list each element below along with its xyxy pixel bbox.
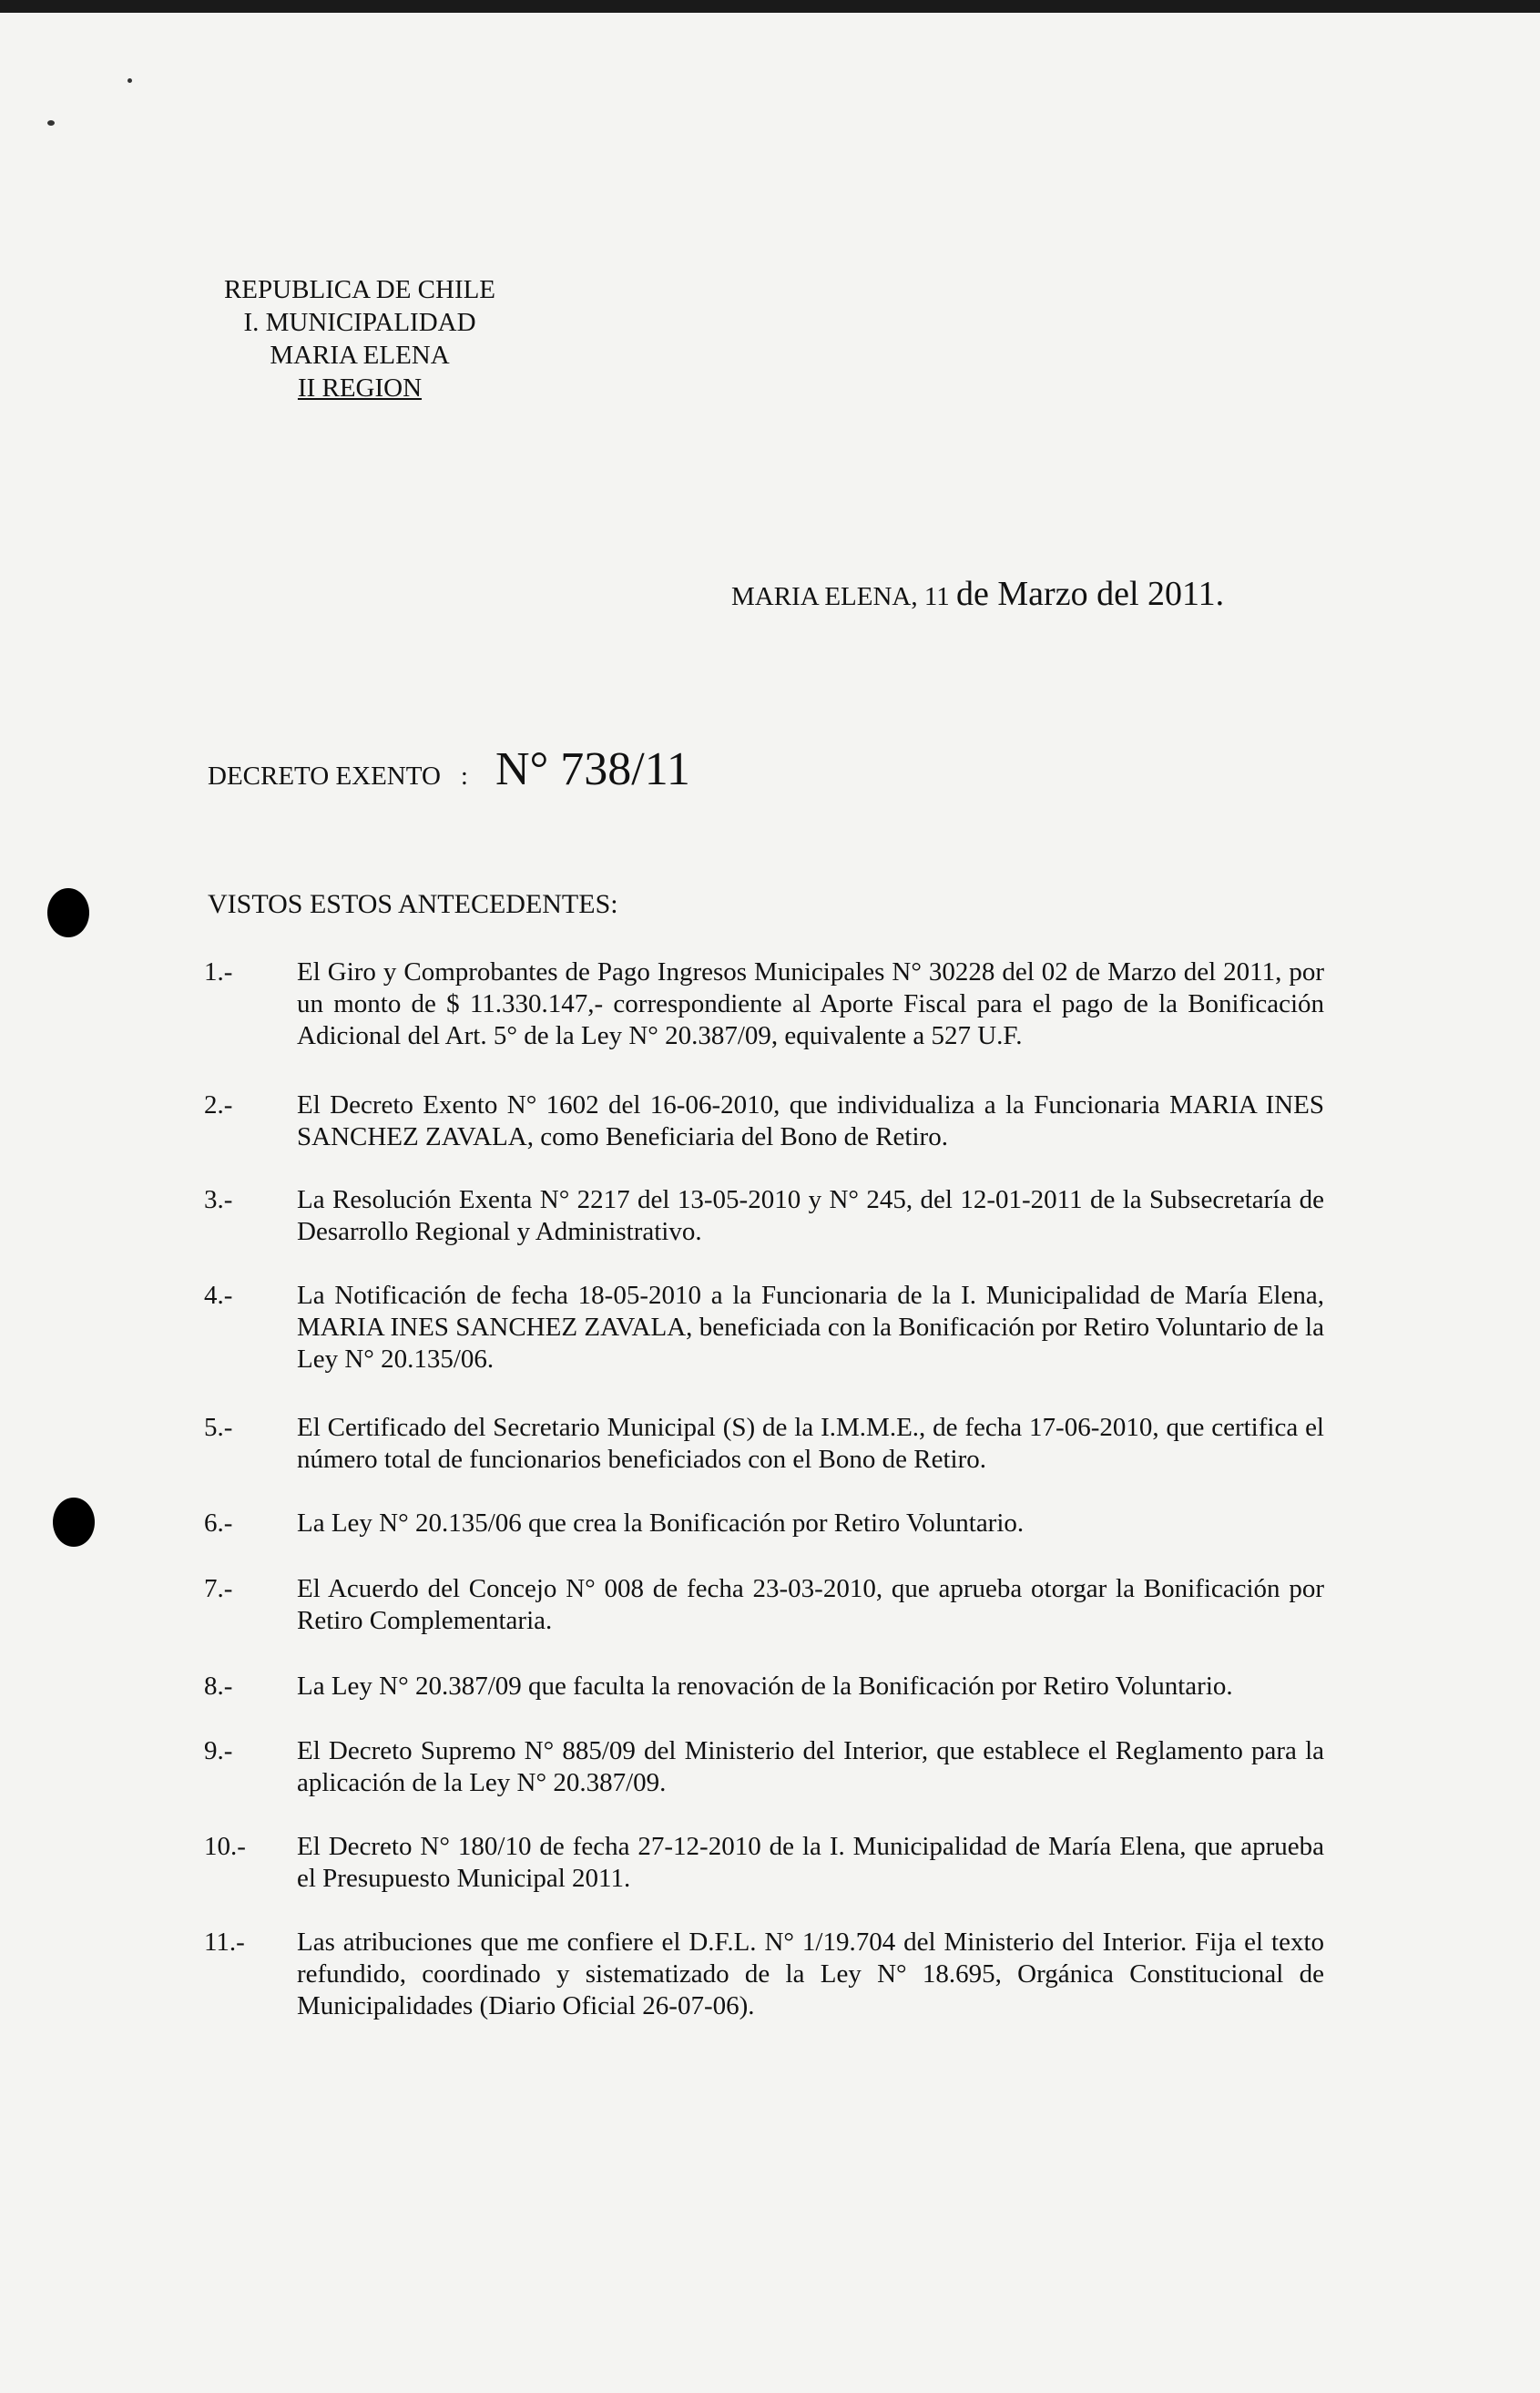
item-text: La Resolución Exenta N° 2217 del 13-05-2010 y N° 245, del 12-01-2011 de la Subsecretaría de Desarrollo Regional y Administrativo.: [297, 1185, 1324, 1246]
item-number: 3.-: [204, 1185, 233, 1214]
item-text: Las atribuciones que me confiere el D.F.L. N° 1/19.704 del Ministerio del Interior. Fija el texto refundido, coordinado y sistematizado de la Ley N° 18.695, Orgánica Constitucional de Municipalidades (Diario Oficial 26-07-06).: [297, 1928, 1324, 2020]
list-item: [204, 1735, 1324, 1799]
scan-top-edge: [0, 0, 1540, 13]
item-text: El Certificado del Secretario Municipal (S) de la I.M.M.E., de fecha 17-06-2010, que certifica el número total de funcionarios beneficiados con el Bono de Retiro.: [297, 1413, 1324, 1474]
dateline-date: de Marzo del 2011.: [956, 575, 1225, 613]
decree-label: DECRETO EXENTO: [208, 762, 441, 791]
item-number: 9.-: [204, 1736, 233, 1765]
letterhead-city: MARIA ELENA: [270, 341, 450, 370]
item-text: El Acuerdo del Concejo N° 008 de fecha 23-03-2010, que aprueba otorgar la Bonificación por Retiro Complementaria.: [297, 1574, 1324, 1635]
item-text: La Ley N° 20.135/06 que crea la Bonificación por Retiro Voluntario.: [297, 1508, 1025, 1538]
list-item: [204, 1280, 1324, 1375]
section-title: VISTOS ESTOS ANTECEDENTES:: [208, 889, 618, 919]
letterhead-country: REPUBLICA DE CHILE: [223, 275, 496, 304]
item-number: 4.-: [204, 1281, 233, 1310]
item-text: El Giro y Comprobantes de Pago Ingresos Municipales N° 30228 del 02 de Marzo del 2011, por un monto de $ 11.330.147,- correspondiente al Aporte Fiscal para el pago de la Bonificación Adicional del Art. 5° de la Ley N° 20.387/09, equivalente a 527 U.F.: [297, 957, 1324, 1050]
item-text: El Decreto Exento N° 1602 del 16-06-2010, que individualiza a la Funcionaria MARIA INES SANCHEZ ZAVALA, como Beneficiaria del Bono de Retiro.: [297, 1090, 1324, 1151]
item-number: 10.-: [204, 1832, 246, 1861]
letterhead-region: II REGION: [297, 373, 423, 403]
dateline-place: MARIA ELENA, 11: [731, 582, 957, 611]
item-text: El Decreto N° 180/10 de fecha 27-12-2010 de la I. Municipalidad de María Elena, que aprueba el Presupuesto Municipal 2011.: [297, 1832, 1324, 1893]
punch-hole-top: [47, 888, 89, 937]
item-number: 8.-: [204, 1672, 233, 1701]
list-item: [204, 1671, 1324, 1703]
item-number: 5.-: [204, 1413, 233, 1442]
decree-heading: [208, 742, 690, 796]
item-number: 2.-: [204, 1090, 233, 1120]
list-item: [204, 1831, 1324, 1895]
item-number: 6.-: [204, 1508, 233, 1538]
punch-hole-bottom: [53, 1498, 95, 1547]
scan-speck: [127, 78, 132, 83]
item-number: 7.-: [204, 1574, 233, 1603]
list-item: [204, 956, 1324, 1052]
item-text: La Ley N° 20.387/09 que faculta la renovación de la Bonificación por Retiro Voluntario.: [297, 1672, 1233, 1701]
list-item: [204, 1573, 1324, 1637]
list-item: [204, 1184, 1324, 1248]
item-number: 11.-: [204, 1928, 245, 1957]
list-item: [204, 1508, 1324, 1539]
list-item: [204, 1089, 1324, 1153]
item-text: La Notificación de fecha 18-05-2010 a la Funcionaria de la I. Municipalidad de María Elena, MARIA INES SANCHEZ ZAVALA, beneficiada con la Bonificación por Retiro Voluntario de la Ley N° 20.135/06.: [297, 1281, 1324, 1374]
item-number: 1.-: [204, 957, 233, 987]
letterhead-municipality: I. MUNICIPALIDAD: [243, 308, 476, 337]
list-item: [204, 1927, 1324, 2022]
decree-number: N° 738/11: [495, 743, 690, 795]
decree-colon: :: [460, 762, 468, 791]
scan-speck: [47, 120, 55, 126]
list-item: [204, 1412, 1324, 1476]
dateline: [731, 574, 1224, 614]
letterhead: [209, 273, 510, 404]
item-text: El Decreto Supremo N° 885/09 del Ministerio del Interior, que establece el Reglamento para la aplicación de la Ley N° 20.387/09.: [297, 1736, 1324, 1797]
